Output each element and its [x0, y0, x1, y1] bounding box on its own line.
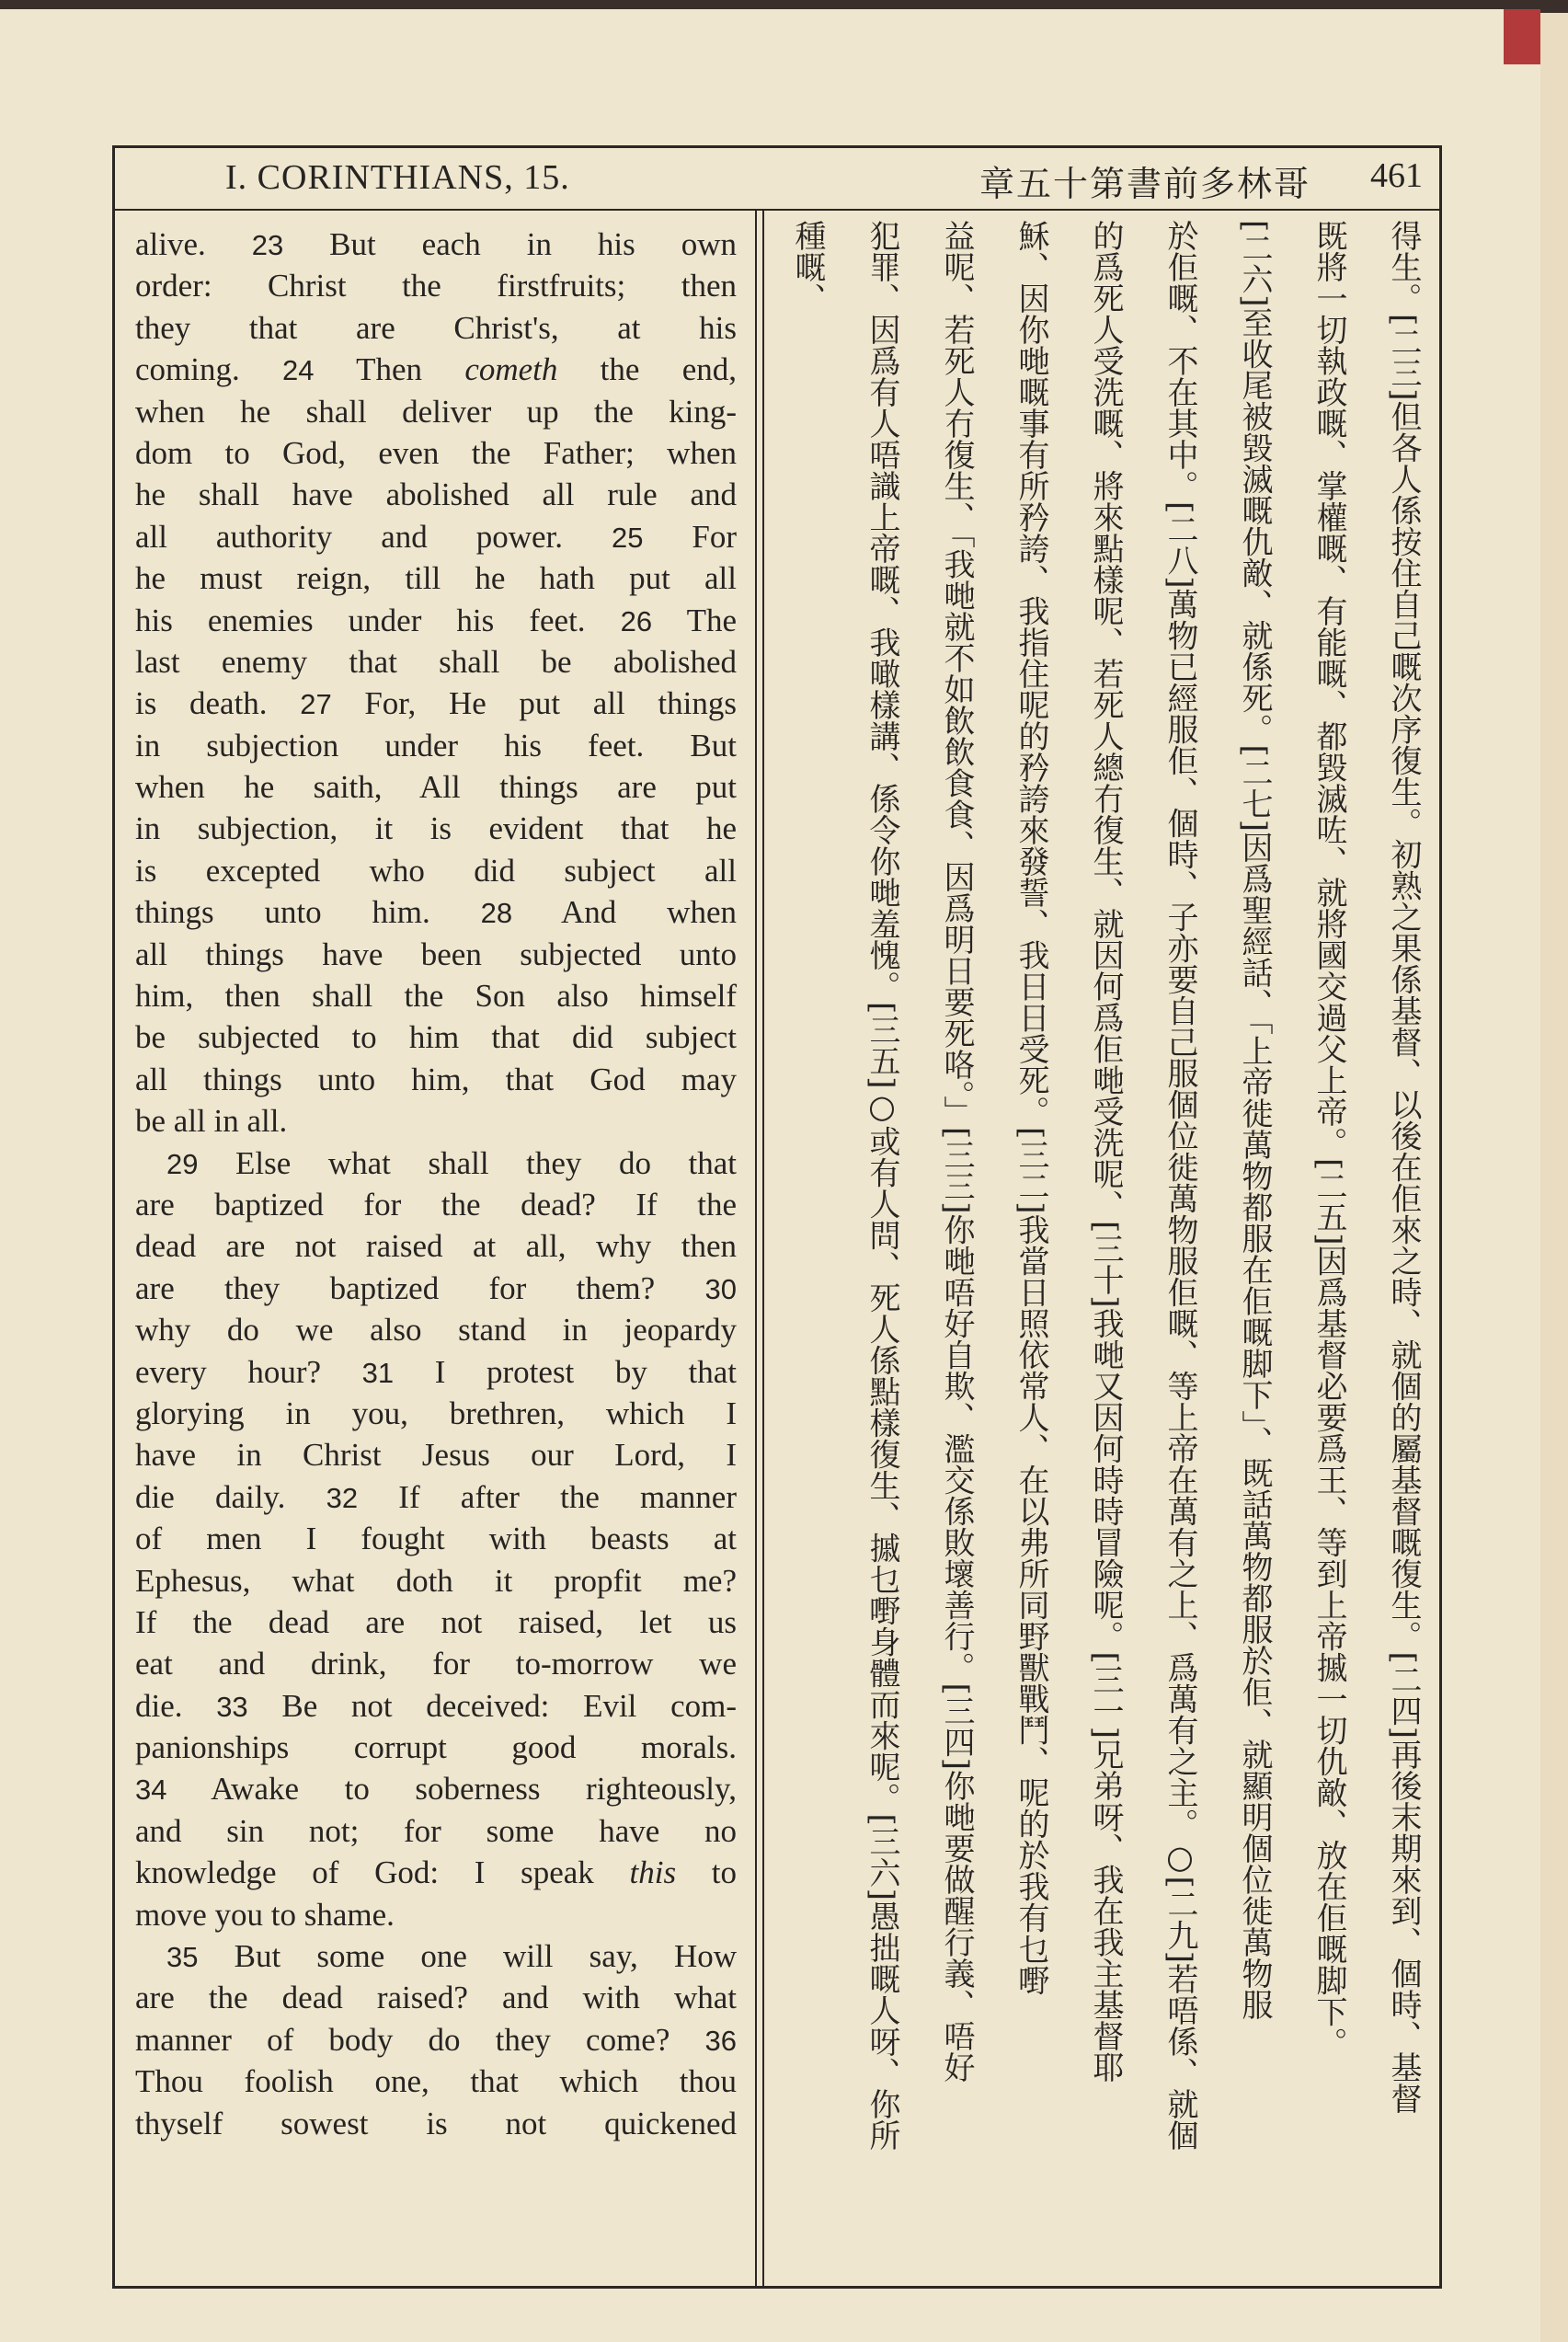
text-line — [135, 265, 737, 306]
text-line — [135, 934, 737, 975]
text-line — [135, 683, 737, 724]
text-run: things unto him. — [135, 894, 481, 931]
text-run: be all in all. — [135, 1103, 288, 1140]
text-line — [135, 1810, 737, 1852]
text-line — [135, 1434, 737, 1475]
header-book-english: I. CORINTHIANS, 15. — [225, 158, 570, 197]
text-run: Thou foolish one, that which thou — [135, 2063, 737, 2100]
text-line — [135, 1560, 737, 1602]
italic-word: this — [629, 1854, 677, 1891]
italic-word: cometh — [464, 351, 558, 388]
chinese-column: [二六]至收尾被毀滅嘅仇敵、就係死。[二七]因爲聖經話、「上帝徙萬物都服在佢嘅脚下」、既話萬物都服於佢、就顯明個位徙萬物服 — [1236, 220, 1273, 2021]
text-line — [135, 432, 737, 474]
verse-number: 26 — [620, 604, 653, 637]
chinese-column: 犯罪、因爲有人唔識上帝嘅、我噉樣講、係令你哋羞愧。[三五]○或有人問、死人係點樣復生、摵乜嘢身體而來呢。[三六]愚拙嘅人呀、你所 — [864, 220, 900, 2152]
text-run: But each in his own — [283, 226, 737, 262]
text-run: And when — [512, 894, 737, 931]
text-line — [135, 1351, 737, 1393]
text-line — [135, 1225, 737, 1267]
text-run: If the dead are not raised, let us — [135, 1603, 737, 1640]
verse-number: 31 — [361, 1356, 395, 1389]
text-line — [135, 766, 737, 808]
text-run: glorying in you, brethren, which I — [135, 1395, 737, 1431]
column-divider — [755, 209, 764, 2286]
text-run: him, then shall the Son also himself — [135, 978, 737, 1015]
book-cover-edge — [1504, 9, 1540, 64]
text-run: are they baptized for them? — [135, 1269, 705, 1306]
text-run: thyself sowest is not quickened — [135, 2105, 737, 2141]
text-run: every hour? — [135, 1353, 362, 1390]
text-run: coming. — [135, 351, 283, 388]
text-run: are the dead raised? and with what — [135, 1980, 737, 2016]
text-run: die. — [135, 1687, 217, 1724]
text-run: Else what shall they do that — [198, 1144, 737, 1181]
verse-number: 33 — [216, 1690, 248, 1723]
text-line — [135, 1894, 737, 1935]
text-run: Ephesus, what doth it propfit me? — [135, 1562, 737, 1599]
text-run: For — [643, 518, 738, 555]
text-run: in subjection, it is evident that he — [135, 810, 737, 847]
text-run: Be not deceived: Evil com- — [247, 1687, 737, 1724]
verse-number: 30 — [704, 1272, 737, 1305]
verse-number: 29 — [166, 1147, 199, 1180]
text-line — [135, 1685, 737, 1727]
text-run: he must reign, till he hath put all — [135, 560, 737, 597]
text-run: of men I fought with beasts at — [135, 1521, 737, 1557]
text-run: in subjection under his feet. But — [135, 727, 737, 763]
text-line — [135, 2019, 737, 2061]
text-run: If after the manner — [358, 1478, 737, 1515]
text-run: eat and drink, for to-morrow we — [135, 1646, 737, 1682]
text-line — [135, 1059, 737, 1100]
verse-number: 32 — [326, 1481, 359, 1514]
verse-number: 27 — [300, 688, 332, 721]
text-run: But some one will say, How — [198, 1938, 737, 1975]
verse-number: 34 — [135, 1774, 167, 1807]
text-run: all authority and power. — [135, 518, 612, 555]
text-run: is excepted who did subject all — [135, 852, 737, 889]
text-run: they that are Christ's, at his — [135, 309, 737, 346]
text-line — [135, 474, 737, 515]
text-run: are baptized for the dead? If the — [135, 1186, 737, 1223]
text-run: all things unto him, that God may — [135, 1061, 737, 1097]
text-line — [135, 891, 737, 933]
text-line — [135, 1309, 737, 1350]
text-line — [135, 1602, 737, 1643]
chinese-column: 穌、因你哋嘅事有所矜誇、我指住呢的矜誇來發誓、我日日受死。[三二]我當日照依常人、在以弗所同野獸戰鬥、呢的於我有乜嘢 — [1013, 220, 1049, 1996]
text-run: and sin not; for some have no — [135, 1812, 737, 1849]
verse-number: 24 — [282, 354, 315, 387]
text-run: be subjected to him that did subject — [135, 1019, 737, 1056]
text-run: Then — [314, 351, 465, 388]
text-line — [135, 2103, 737, 2144]
text-run: his enemies under his feet. — [135, 602, 621, 638]
verse-number: 25 — [611, 521, 644, 554]
text-run: dead are not raised at all, why then — [135, 1228, 737, 1265]
text-run: when he shall deliver up the king- — [135, 393, 737, 430]
english-text-column — [135, 224, 737, 2144]
text-run: order: Christ the firstfruits; then — [135, 268, 737, 304]
text-run: he shall have abolished all rule and — [135, 476, 737, 513]
text-line — [135, 1393, 737, 1434]
text-run: is death. — [135, 685, 301, 722]
text-line — [135, 1100, 737, 1142]
text-line — [135, 1518, 737, 1559]
text-line — [135, 1016, 737, 1058]
text-run: the end, — [557, 351, 737, 388]
text-line — [135, 850, 737, 891]
chinese-column: 既將一切執政嘅、掌權嘅、有能嘅、都毀滅咗、就將國交過父上帝。[二五]因爲基督必要爲王、等到上帝摵一切仇敵、放在佢嘅脚下。 — [1310, 220, 1347, 2059]
text-run: knowledge of God: I speak — [135, 1854, 630, 1891]
text-line — [135, 224, 737, 265]
text-run: last enemy that shall be abolished — [135, 643, 737, 680]
text-run: For, He put all things — [331, 685, 738, 722]
chinese-column: 的爲死人受洗嘅、將來點樣呢、若死人總冇復生、就因何爲佢哋受洗呢、[三十]我哋又因何時時冒險呢。[三一]兄弟呀、我在我主基督耶 — [1087, 220, 1124, 2084]
text-line — [135, 1852, 737, 1893]
text-line — [135, 391, 737, 432]
text-run: all things have been subjected unto — [135, 936, 737, 972]
text-run: The — [652, 602, 737, 638]
text-line — [135, 1184, 737, 1225]
text-line — [135, 1977, 737, 2018]
text-line — [135, 975, 737, 1016]
text-run: I protest by that — [394, 1353, 737, 1390]
text-run: Awake to soberness righteously, — [166, 1771, 737, 1808]
text-line — [135, 1935, 737, 1977]
text-line — [135, 1727, 737, 1768]
text-run: dom to God, even the Father; when — [135, 434, 737, 471]
text-run: when he saith, All things are put — [135, 769, 737, 806]
verse-number: 28 — [480, 897, 513, 930]
text-line — [135, 725, 737, 766]
text-line — [135, 1476, 737, 1518]
text-line — [135, 1268, 737, 1309]
text-run: manner of body do they come? — [135, 2021, 705, 2058]
text-line — [135, 641, 737, 683]
text-line — [135, 1142, 737, 1184]
text-run: to — [676, 1854, 737, 1891]
header-book-chinese: 哥林多前書第十五章 — [979, 166, 1310, 204]
chinese-column: 種嘅、 — [789, 220, 826, 314]
text-run: have in Christ Jesus our Lord, I — [135, 1437, 737, 1474]
text-line — [135, 600, 737, 641]
text-line — [135, 516, 737, 557]
verse-number: 35 — [166, 1941, 199, 1974]
text-run: panionships corrupt good morals. — [135, 1729, 737, 1766]
text-run: move you to shame. — [135, 1896, 395, 1933]
book-page — [0, 9, 1540, 2342]
running-header — [115, 148, 1439, 211]
text-line — [135, 557, 737, 599]
text-line — [135, 2061, 737, 2102]
text-line — [135, 808, 737, 849]
verse-number: 36 — [704, 2024, 737, 2057]
text-line — [135, 349, 737, 390]
page-number: 461 — [1370, 156, 1423, 195]
text-run: why do we also stand in jeopardy — [135, 1312, 737, 1349]
text-run: alive. — [135, 226, 252, 262]
chinese-column: 益呢、若死人冇復生、「我哋就不如飲飲食食、因爲明日要死咯。」[三三]你哋唔好自欺、濫交係敗壞善行。[三四]你哋要做醒行義、唔好 — [938, 220, 975, 2084]
page-frame — [112, 145, 1442, 2289]
text-line — [135, 1768, 737, 1809]
chinese-column: 於佢嘅、不在其中。[二八]萬物已經服佢、個時、子亦要自己服個位徙萬物服佢嘅、等上帝在萬有之上、爲萬有之主。○[二九]若唔係、就個 — [1162, 220, 1198, 2152]
text-line — [135, 1643, 737, 1684]
verse-number: 23 — [251, 229, 284, 261]
chinese-column: 得生。[二三]但各人係按住自己嘅次序復生。初熟之果係基督、以後在佢來之時、就個的屬基督嘅復生。[二四]再後末期來到、個時、基督 — [1385, 220, 1422, 2115]
text-line — [135, 307, 737, 349]
text-run: die daily. — [135, 1478, 326, 1515]
